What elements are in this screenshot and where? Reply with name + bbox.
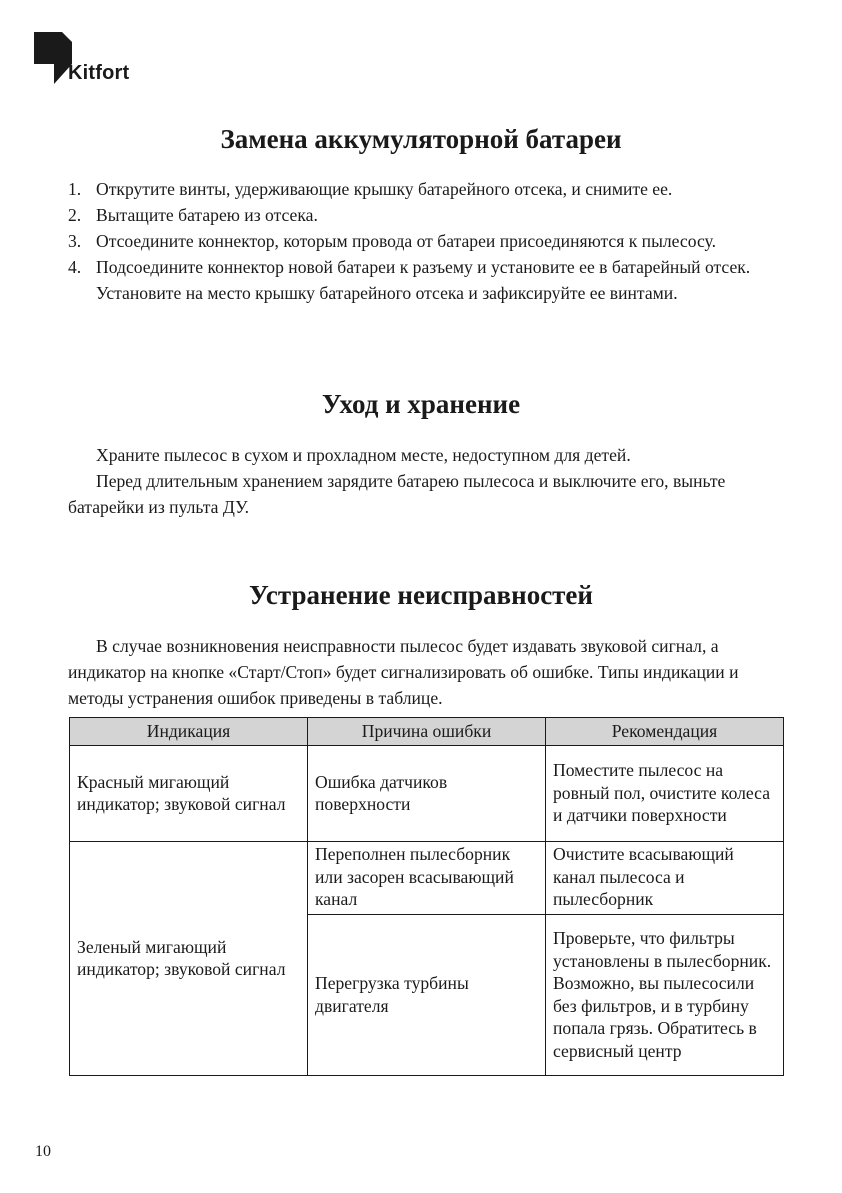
brand-name: Kitfort [68, 62, 130, 84]
step-text: Подсоедините коннектор новой батареи к разъему и установите ее в батарейный отсек. Установите на место крышку батарейного отсека и зафиксируйте ее винтами. [96, 257, 751, 303]
cause-cell: Перегрузка турбины двигателя [308, 915, 546, 1076]
column-header-indication: Индикация [70, 718, 308, 746]
recommendation-cell: Поместите пылесос на ровный пол, очистите колеса и датчики поверхности [546, 746, 784, 842]
care-paragraph: Перед длительным хранением зарядите батарею пылесоса и выключите его, выньте батарейки из пульта ДУ. [68, 471, 726, 517]
recommendation-cell: Проверьте, что фильтры установлены в пылесборник. Возможно, вы пылесосили без фильтров, и в турбину попала грязь. Обратитесь в сервисный центр [546, 915, 784, 1076]
table-row [70, 842, 784, 915]
section-title-care: Уход и хранение [321, 389, 521, 419]
column-header-recommendation: Рекомендация [546, 718, 784, 746]
section-title-troubleshooting: Устранение неисправностей [249, 580, 593, 610]
step-text: Открутите винты, удерживающие крышку батарейного отсека, и снимите ее. [96, 179, 673, 199]
page-number: 10 [35, 1143, 51, 1160]
table-row [70, 746, 784, 842]
troubleshooting-table [69, 717, 784, 1076]
list-item [68, 176, 788, 202]
recommendation-cell: Очистите всасывающий канал пылесоса и пылесборник [546, 842, 784, 915]
column-header-cause: Причина ошибки [308, 718, 546, 746]
step-number: 4. [68, 257, 82, 277]
step-number: 3. [68, 231, 82, 251]
list-item [68, 228, 788, 254]
section-title-battery: Замена аккумуляторной батареи [220, 124, 622, 154]
cause-cell: Ошибка датчиков поверхности [308, 746, 546, 842]
step-number: 2. [68, 205, 82, 225]
care-paragraph: Храните пылесос в сухом и прохладном месте, недоступном для детей. [96, 445, 631, 465]
troubleshooting-intro: В случае возникновения неисправности пылесос будет издавать звуковой сигнал, а индикатор на кнопке «Старт/Стоп» будет сигнализировать об ошибке. Типы индикации и методы устранения ошибок приведены в таблице. [68, 636, 739, 708]
indication-cell: Зеленый мигающий индикатор; звуковой сигнал [70, 842, 308, 1076]
step-text: Вытащите батарею из отсека. [96, 205, 318, 225]
brand-logo [34, 32, 144, 92]
indication-cell: Красный мигающий индикатор; звуковой сигнал [70, 746, 308, 842]
step-text: Отсоедините коннектор, которым провода от батареи присоединяются к пылесосу. [96, 231, 716, 251]
battery-steps-list [68, 176, 788, 306]
list-item [68, 202, 788, 228]
list-item [68, 254, 788, 306]
step-number: 1. [68, 179, 82, 199]
cause-cell: Переполнен пылесборник или засорен всасывающий канал [308, 842, 546, 915]
table-header-row [70, 718, 784, 746]
